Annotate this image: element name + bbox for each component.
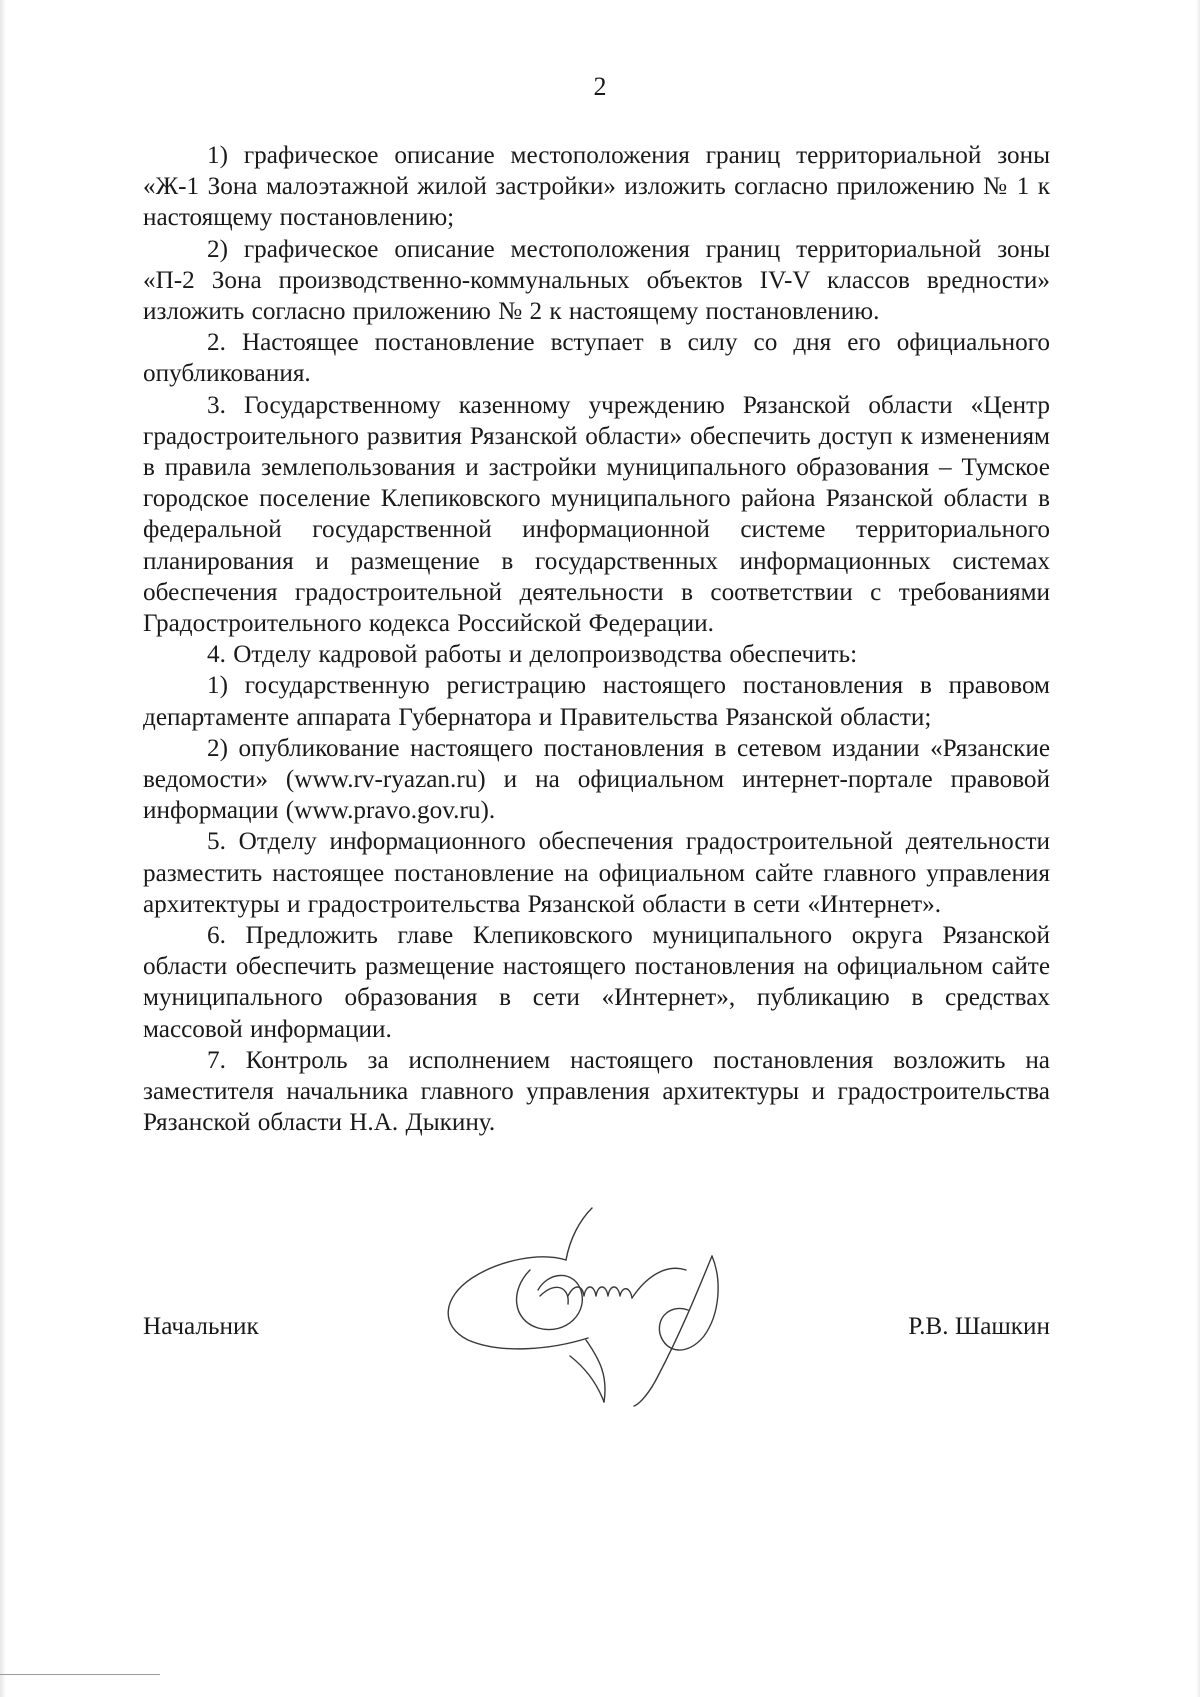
handwritten-signature <box>420 1200 750 1410</box>
paragraph-item-4-subitem-2: 2) опубликование настоящего постановления в сетевом издании «Рязанские ведомости» (www.rv-ryazan.ru) и на официальном интернет-портале правовой информации (www.pravo.gov.ru). <box>143 734 1050 825</box>
paragraph-subitem-1: 1) графическое описание местоположения границ территориальной зоны «Ж-1 Зона малоэтажной жилой застройки» изложить согласно приложению № 1 к настоящему постановлению; <box>143 142 1050 232</box>
page-number: 2 <box>593 72 607 101</box>
paragraph-item-7: 7. Контроль за исполнением настоящего постановления возложить на заместителя начальника главного управления архитектуры и градостроительства Рязанской области Н.А. Дыкину. <box>143 1046 1050 1137</box>
paragraph-subitem-2: 2) графическое описание местоположения границ территориальной зоны «П-2 Зона производственно-коммунальных объектов IV-V классов вредности» изложить согласно приложению № 2 к настоящему постановлению. <box>143 235 1050 326</box>
footer-rule <box>0 1674 160 1675</box>
paragraph-item-5: 5. Отделу информационного обеспечения градостроительной деятельности разместить настоящее постановление на официальном сайте главного управления архитектуры и градостроительства Рязанской области в сети «Интернет». <box>143 828 1050 918</box>
paragraph-item-4: 4. Отделу кадровой работы и делопроизводства обеспечить: <box>207 641 858 669</box>
paragraph-item-2: 2. Настоящее постановление вступает в силу со дня его официального опубликования. <box>143 329 1050 388</box>
paragraph-item-4-subitem-1: 1) государственную регистрацию настоящего постановления в правовом департаменте аппарата Губернатора и Правительства Рязанской области; <box>143 672 1050 731</box>
signatory-position: Начальник <box>143 1313 259 1340</box>
document-body <box>143 140 1050 1139</box>
scan-edge-right <box>1196 0 1200 1697</box>
scan-edge-left <box>0 0 6 1697</box>
paragraph-item-3: 3. Государственному казенному учреждению Рязанской области «Центр градостроительного развития Рязанской области» обеспечить доступ к изменениям в правила землепользования и застройки муниципального образования – Тумское городское поселение Клепиковского муниципального района Рязанской области в федеральной государственной информационной системе территориального планирования и размещение в государственных информационных системах обеспечения градостроительной деятельности в соответствии с требованиями Градостроительного кодекса Российской Федерации. <box>143 391 1050 638</box>
signature-block <box>143 1311 1050 1351</box>
signatory-name: Р.В. Шашкин <box>908 1313 1050 1340</box>
paragraph-item-6: 6. Предложить главе Клепиковского муниципального округа Рязанской области обеспечить размещение настоящего постановления на официальном сайте муниципального образования в сети «Интернет», публикацию в средствах массовой информации. <box>143 922 1050 1043</box>
